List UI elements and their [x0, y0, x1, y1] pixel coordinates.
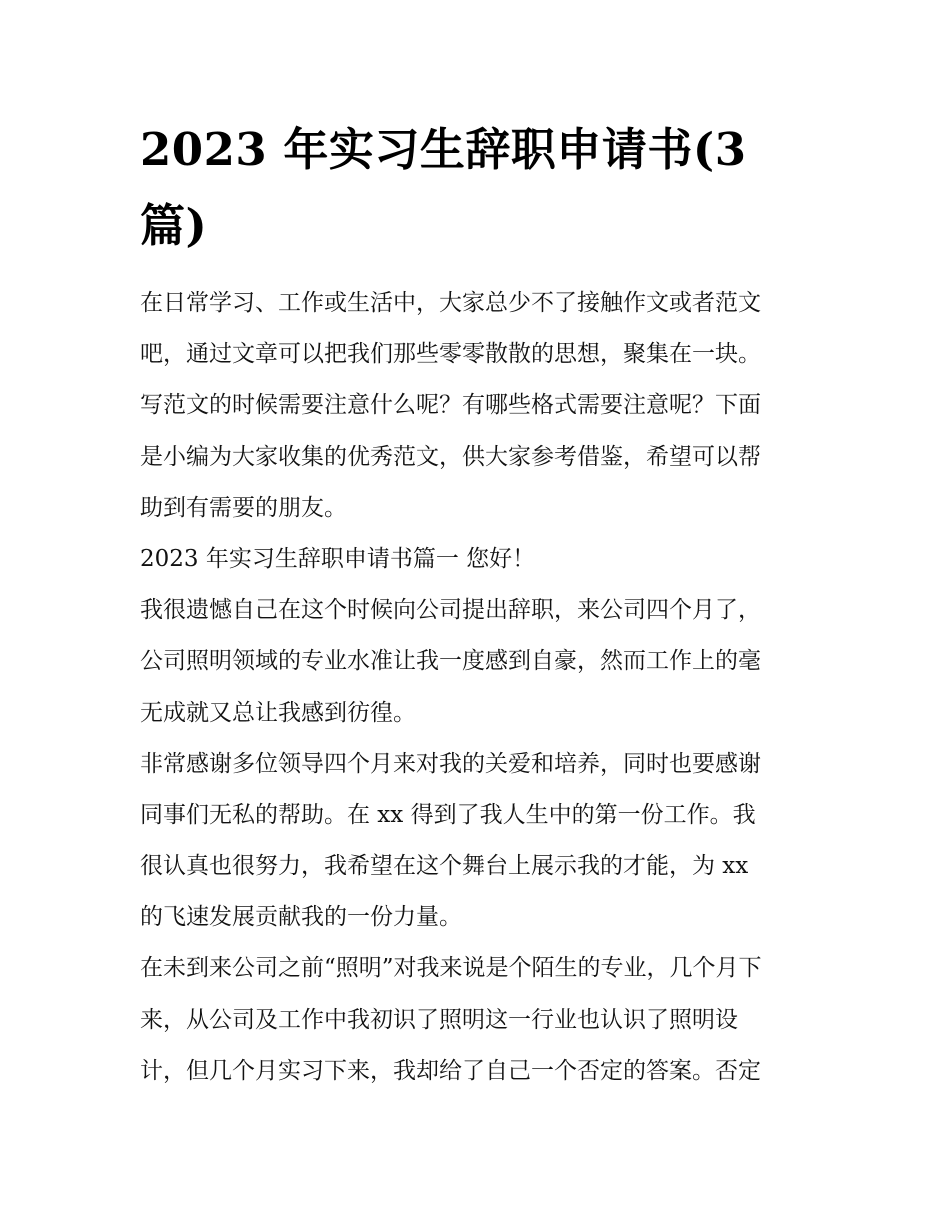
section-heading: 2023 年实习生辞职申请书篇一 您好！	[140, 545, 536, 572]
text-line: 无成就又总让我感到彷徨。	[140, 699, 416, 726]
text-line: 我很遗憾自己在这个时候向公司提出辞职，来公司四个月了，	[140, 597, 761, 624]
text-line: 助到有需要的朋友。	[140, 494, 347, 521]
text-line: 在日常学习、工作或生活中，大家总少不了接触作文或者范文	[140, 290, 761, 316]
text-line: 很认真也很努力，我希望在这个舞台上展示我的才能，为 xx	[140, 853, 749, 880]
text-line: 计，但几个月实习下来，我却给了自己一个否定的答案。否定	[140, 1057, 761, 1084]
text-line: 吧，通过文章可以把我们那些零零散散的思想，聚集在一块。	[140, 341, 761, 368]
text-line: 来，从公司及工作中我初识了照明这一行业也认识了照明设	[140, 1006, 738, 1033]
text-line: 写范文的时候需要注意什么呢？有哪些格式需要注意呢？下面	[140, 392, 761, 419]
text-line: 同事们无私的帮助。在 xx 得到了我人生中的第一份工作。我	[140, 801, 756, 828]
title-line: 篇)	[140, 199, 208, 252]
text-line: 在未到来公司之前“照明”对我来说是个陌生的专业，几个月下	[140, 955, 762, 982]
document-title	[140, 112, 780, 264]
text-line: 的飞速发展贡献我的一份力量。	[140, 904, 462, 931]
text-line: 非常感谢多位领导四个月来对我的关爱和培养，同时也要感谢	[140, 750, 761, 777]
document-body	[140, 278, 818, 1097]
text-line: 是小编为大家收集的优秀范文，供大家参考借鉴，希望可以帮	[140, 443, 761, 470]
text-line: 公司照明领域的专业水准让我一度感到自豪，然而工作上的毫	[140, 648, 761, 675]
title-line: 2023 年实习生辞职申请书(3	[140, 123, 747, 176]
